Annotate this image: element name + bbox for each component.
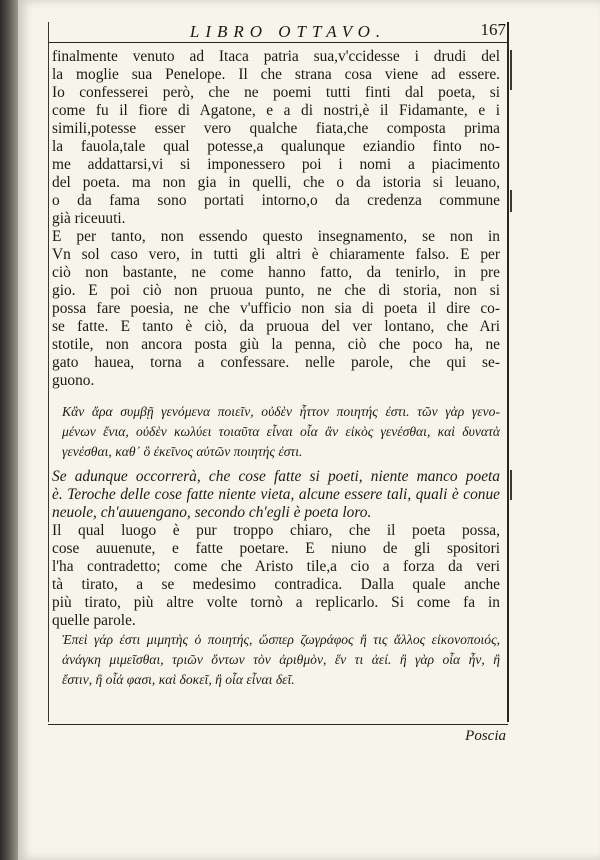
text-line: gato hauea, torna a confessare. nelle parole, che qui se- bbox=[52, 354, 500, 371]
text-line: me addattarsi,vi si imponessero poi i nomi a piacimento bbox=[52, 156, 500, 173]
text-block bbox=[52, 48, 500, 690]
greek-line: γενέσθαι, καθ᾽ ὃ ἐκεῖνος αὐτῶν ποιητής ἐστι. bbox=[62, 444, 303, 459]
text-line: o da fama sono portati intorno,o da credenza commune bbox=[52, 192, 500, 209]
text-line: se fatte. E tanto è ciò, da pruoua del ver lontano, che Ari bbox=[52, 318, 500, 335]
italian-translation bbox=[52, 468, 500, 522]
header-rule bbox=[48, 42, 508, 43]
running-head: LIBRO OTTAVO. bbox=[189, 22, 387, 41]
text-line: Se adunque occorrerà, che cose fatte si poeti, niente manco poeta bbox=[52, 468, 500, 485]
greek-line: ἀνάγκη μιμεῖσθαι, τριῶν ὄντων τὸν ἀριθμὸν, ἕν τι ἀεί. ἢ γὰρ οἷα ἦν, ἢ bbox=[62, 652, 500, 667]
text-line: finalmente venuto ad Itaca patria sua,v'ccidesse i drudi del bbox=[52, 48, 500, 65]
text-line: Vn sol caso vero, in tutti gli altri è chiaramente falso. E per bbox=[52, 246, 500, 263]
text-line: la moglie sua Penelope. Il che strana cosa viene ad essere. bbox=[52, 66, 500, 83]
greek-line: Ἐπεὶ γάρ ἐστι μιμητὴς ὁ ποιητής, ὥσπερ ζωγράφος ἢ τις ἄλλος εἰκονοποιός, bbox=[62, 632, 500, 647]
text-line: quelle parole. bbox=[52, 612, 136, 629]
text-line: è. Teroche delle cose fatte niente vieta, alcune essere tali, quali è conue bbox=[52, 486, 500, 503]
text-line: l'ha contradetto; come che Aristo tile,a cio a forza da veri bbox=[52, 558, 500, 575]
text-line: possa fare poesia, ne che v'ufficio non sia di poeta il dire co- bbox=[52, 300, 500, 317]
text-line: E per tanto, non essendo questo insegnamento, se non in bbox=[52, 228, 500, 245]
text-line: già riceuuti. bbox=[52, 210, 126, 227]
spacer bbox=[52, 390, 500, 402]
paragraph-2 bbox=[52, 228, 500, 390]
greek-quotation-2 bbox=[52, 630, 500, 690]
footer-rule bbox=[48, 724, 508, 725]
book-page bbox=[18, 0, 600, 860]
binding-mark bbox=[510, 190, 512, 212]
greek-quotation-1 bbox=[52, 402, 500, 462]
greek-line: μένων ἔνια, οὐδὲν κωλύει τοιαῦτα εἶναι οἷα ἂν εἰκὸς γενέσθαι, καὶ δυνατὰ bbox=[62, 424, 500, 439]
text-line: simili,potesse esser vero qualche fiata,che composta prima bbox=[52, 120, 500, 137]
paragraph-4 bbox=[52, 522, 500, 630]
greek-line: Κἂν ἄρα συμβῇ γενόμενα ποιεῖν, οὐδὲν ἧττον ποιητής ἐστι. τῶν γὰρ γενο- bbox=[62, 404, 500, 419]
text-line: più tirato, più altre volte tornò a replicarlo. Si come fa in bbox=[52, 594, 500, 611]
text-line: tà tirato, a se medesimo contradica. Dalla quale anche bbox=[52, 576, 500, 593]
text-line: del poeta. ma non gia in quelli, che o da istoria si leuano, bbox=[52, 174, 500, 191]
text-line: Io confesserei però, che ne poemi tutti finti dal poeta, si bbox=[52, 84, 500, 101]
text-line: la fauola,tale qual potesse,a qualunque eziandio finto no- bbox=[52, 138, 500, 155]
greek-line: ἔστιν, ἢ οἷά φασι, καὶ δοκεῖ, ἢ οἷα εἶναι δεῖ. bbox=[62, 672, 295, 687]
text-line: cose auuenute, e fatte poetare. E niuno de gli spositori bbox=[52, 540, 500, 557]
text-line: neuole, ch'auuengano, secondo ch'egli è poeta loro. bbox=[52, 504, 372, 521]
paragraph-1 bbox=[52, 48, 500, 228]
text-line: ciò non bastante, ne come hanno fatto, da tenirlo, in pre bbox=[52, 264, 500, 281]
catchword: Poscia bbox=[465, 728, 506, 744]
text-line: stotile, non ancora posta giù la penna, ciò che poco ha, ne bbox=[52, 336, 500, 353]
binding-mark bbox=[510, 50, 512, 90]
text-line: guono. bbox=[52, 372, 95, 389]
text-line: Il qual luogo è pur troppo chiaro, che il poeta possa, bbox=[52, 522, 500, 539]
page-number: 167 bbox=[480, 20, 506, 39]
binding-mark bbox=[510, 470, 512, 500]
text-line: gio. E poi ciò non pruoua punto, ne che di storia, non si bbox=[52, 282, 500, 299]
text-line: come fu il fiore di Agatone, e a di nostri,è il Fidamante, e i bbox=[52, 102, 500, 119]
